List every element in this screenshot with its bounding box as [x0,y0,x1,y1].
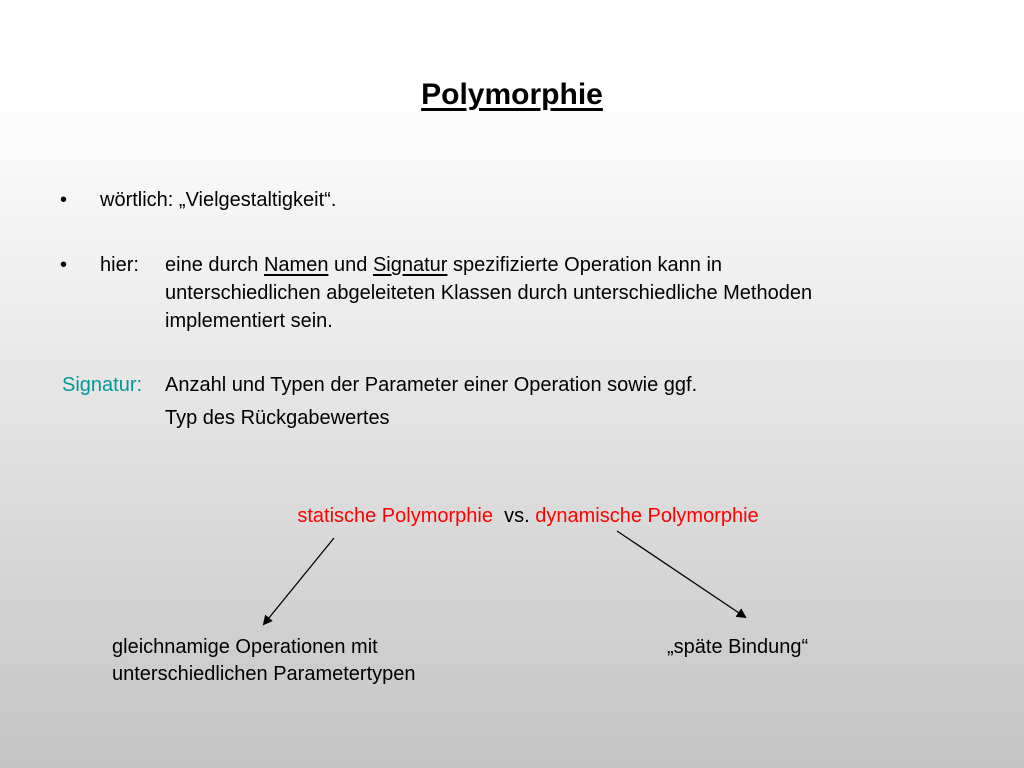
bullet-here-line3: implementiert sein. [165,310,333,332]
bullet-here-line2: unterschiedlichen abgeleiteten Klassen durch unterschiedliche Methoden [165,282,813,304]
arrow-to-static-result [264,538,334,624]
bullet-marker: • [60,189,68,211]
signatur-definition-line2: Typ des Rückgabewertes [165,407,390,429]
bullet-here-label: hier: [100,254,139,276]
term-signatur: Signatur [372,254,448,276]
bullet-marker: • [60,254,68,276]
slide-title: Polymorphie [421,78,603,111]
term-namen: Namen [263,254,329,276]
dynamic-result-late-binding: „späte Bindung“ [667,636,809,658]
text-segment: und [328,254,373,276]
versus-label: vs. [504,505,530,527]
arrow-to-dynamic-result [617,531,745,617]
dynamic-polymorphism-label: dynamische Polymorphie [535,505,759,527]
static-result-line2: unterschiedlichen Parametertypen [112,663,416,685]
static-polymorphism-label: statische Polymorphie [297,505,493,527]
signatur-definition-line1: Anzahl und Typen der Parameter einer Operation sowie ggf. [165,374,698,396]
text-segment: spezifizierte Operation kann in [447,254,723,276]
static-result-line1: gleichnamige Operationen mit [112,636,378,658]
signatur-definition-label: Signatur: [62,374,143,396]
text-segment: eine durch [165,254,264,276]
bullet-literal-meaning: wörtlich: „Vielgestaltigkeit“. [100,189,337,211]
